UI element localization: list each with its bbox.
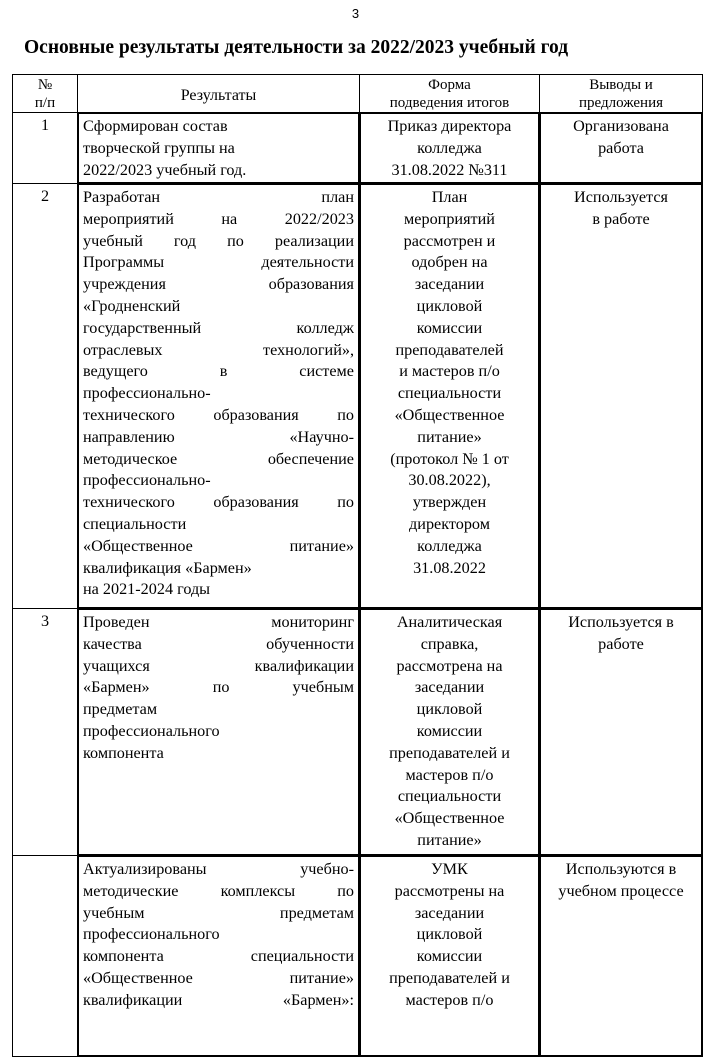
- conclusion-text: [540, 184, 702, 608]
- form-line: заседании: [414, 275, 485, 294]
- result-line: 2022/2023 учебный год.: [83, 160, 247, 179]
- conclusion-text: [540, 113, 702, 183]
- form-cell: [360, 184, 540, 609]
- form-line: 31.08.2022 №311: [391, 160, 508, 179]
- table-body: [13, 113, 703, 1057]
- result-line: методическое обеспечение: [83, 449, 354, 468]
- table-row: [13, 184, 703, 609]
- result-line: профессионального: [83, 721, 220, 740]
- result-line: Проведен мониторинг: [83, 613, 354, 631]
- form-line: питание»: [417, 830, 482, 849]
- form-line: специальности: [397, 384, 502, 403]
- row-number-cell: [13, 856, 78, 1057]
- document-title: Основные результаты деятельности за 2022/2023 учебный год: [24, 37, 569, 58]
- form-line: цикловой: [416, 296, 483, 315]
- result-line: квалификации «Бармен»:: [83, 990, 354, 1009]
- result-line: компонента: [83, 743, 164, 762]
- form-line: УМК: [431, 860, 468, 878]
- result-text: [78, 184, 359, 608]
- result-text: [78, 856, 359, 1056]
- result-line: государственный колледж: [83, 318, 354, 337]
- form-line: цикловой: [416, 700, 483, 719]
- page-number: 3: [351, 6, 360, 21]
- form-cell: [360, 856, 540, 1057]
- result-line: ведущего в системе: [83, 362, 354, 381]
- conclusion-line: Организована: [573, 117, 669, 135]
- table-row: [13, 609, 703, 856]
- row-number: 3: [40, 612, 50, 630]
- form-line: рассмотрена на: [396, 656, 503, 675]
- result-line: отраслевых технологий»,: [83, 340, 354, 359]
- results-table: [12, 74, 703, 1057]
- form-line: заседании: [414, 678, 485, 697]
- conclusion-line: работе: [598, 634, 644, 653]
- result-cell: [78, 856, 360, 1057]
- result-line: качества обученности: [83, 634, 354, 653]
- result-line: «Общественное питание»: [83, 968, 354, 987]
- form-line: утвержден: [412, 493, 487, 512]
- result-line: технического образования по: [83, 405, 354, 424]
- result-line: Программы деятельности: [83, 253, 354, 272]
- form-line: Приказ директора: [387, 117, 512, 135]
- form-line: мастеров п/о: [405, 990, 494, 1009]
- form-line: (протокол № 1 от: [390, 449, 509, 468]
- form-text: [360, 609, 539, 855]
- table-row: [13, 856, 703, 1057]
- form-line: заседании: [414, 903, 485, 922]
- header-form-line: Форма: [428, 77, 471, 93]
- form-line: комиссии: [416, 318, 483, 337]
- conclusion-line: в работе: [592, 209, 650, 228]
- result-line: «Гродненский: [83, 296, 181, 315]
- result-line: учебный год по реализации: [83, 231, 354, 250]
- conclusion-text: [540, 856, 702, 1056]
- form-line: 31.08.2022: [413, 558, 486, 577]
- result-line: на 2021-2024 годы: [83, 580, 211, 599]
- result-line: «Бармен» по учебным: [83, 678, 354, 697]
- form-cell: [360, 609, 540, 856]
- result-cell: [78, 184, 360, 609]
- form-line: План: [431, 188, 468, 206]
- form-line: колледжа: [417, 138, 482, 157]
- form-line: преподавателей: [395, 340, 504, 359]
- result-line: методические комплексы по: [83, 881, 354, 900]
- form-line: рассмотрен и: [403, 231, 496, 250]
- result-line: направлению «Научно-: [83, 427, 354, 446]
- result-line: компонента специальности: [83, 947, 354, 966]
- result-cell: [78, 609, 360, 856]
- row-number-cell: [13, 184, 78, 609]
- form-line: колледжа: [417, 536, 482, 555]
- form-line: Аналитическая: [396, 613, 503, 631]
- form-line: справка,: [420, 634, 479, 653]
- form-line: преподавателей и: [389, 743, 510, 762]
- result-cell: [78, 113, 360, 184]
- header-results: [78, 75, 360, 113]
- result-line: профессионально-: [83, 384, 211, 403]
- form-text: [360, 856, 539, 1056]
- form-cell: [360, 113, 540, 184]
- conclusion-line: учебном процессе: [558, 881, 684, 900]
- result-line: предметам: [83, 700, 158, 719]
- header-conclusions: [540, 75, 703, 113]
- conclusion-line: Используются в: [565, 860, 677, 878]
- header-results-label: Результаты: [180, 87, 257, 104]
- result-line: профессионального: [83, 925, 220, 944]
- form-line: преподавателей и: [389, 968, 510, 987]
- row-number-cell: [13, 609, 78, 856]
- header-conclusions-line: Выводы и: [589, 77, 653, 93]
- row-number: 2: [40, 187, 50, 205]
- result-line: профессионально-: [83, 471, 211, 490]
- row-number: [13, 856, 77, 1056]
- result-line: квалификация «Бармен»: [83, 558, 252, 577]
- form-text: [360, 184, 539, 608]
- form-line: мастеров п/о: [405, 765, 494, 784]
- conclusion-cell: [540, 113, 703, 184]
- form-line: мероприятий: [404, 209, 495, 228]
- result-line: «Общественное питание»: [83, 536, 354, 555]
- conclusion-line: работа: [598, 138, 644, 157]
- form-line: комиссии: [416, 947, 483, 966]
- row-number: 1: [40, 116, 50, 134]
- form-line: директором: [409, 514, 490, 533]
- header-form: [360, 75, 540, 113]
- form-line: цикловой: [416, 925, 483, 944]
- result-line: учреждения образования: [83, 275, 354, 294]
- result-line: Разработан план: [83, 188, 354, 206]
- form-line: «Общественное: [394, 809, 505, 828]
- result-line: Актуализированы учебно-: [83, 860, 354, 878]
- form-line: комиссии: [416, 721, 483, 740]
- row-number-cell: [13, 113, 78, 184]
- form-text: [360, 113, 539, 183]
- result-line: учебным предметам: [83, 903, 354, 922]
- conclusion-line: Используется в: [568, 613, 674, 631]
- result-line: специальности: [83, 514, 187, 533]
- result-line: Сформирован состав: [83, 117, 228, 135]
- result-line: творческой группы на: [83, 138, 235, 157]
- form-line: «Общественное: [394, 405, 505, 424]
- header-num-line: п/п: [34, 94, 56, 111]
- form-line: рассмотрены на: [394, 881, 505, 900]
- result-line: технического образования по: [83, 493, 354, 512]
- conclusion-line: Используется: [574, 188, 668, 206]
- header-num-line: №: [37, 77, 53, 93]
- header-form-line: подведения итогов: [389, 94, 510, 111]
- result-text: [78, 609, 359, 855]
- result-text: [78, 113, 359, 183]
- form-line: и мастеров п/о: [399, 362, 500, 381]
- conclusion-text: [540, 609, 702, 855]
- form-line: одобрен на: [411, 253, 488, 272]
- form-line: специальности: [397, 787, 502, 806]
- conclusion-cell: [540, 609, 703, 856]
- table-row: [13, 113, 703, 184]
- header-conclusions-line: предложения: [578, 94, 663, 111]
- form-line: питание»: [417, 427, 482, 446]
- header-num: [13, 75, 78, 113]
- conclusion-cell: [540, 856, 703, 1057]
- conclusion-cell: [540, 184, 703, 609]
- result-line: учащихся квалификации: [83, 656, 354, 675]
- form-line: 30.08.2022),: [408, 471, 491, 490]
- table-header-row: [13, 75, 703, 113]
- result-line: мероприятий на 2022/2023: [83, 209, 354, 228]
